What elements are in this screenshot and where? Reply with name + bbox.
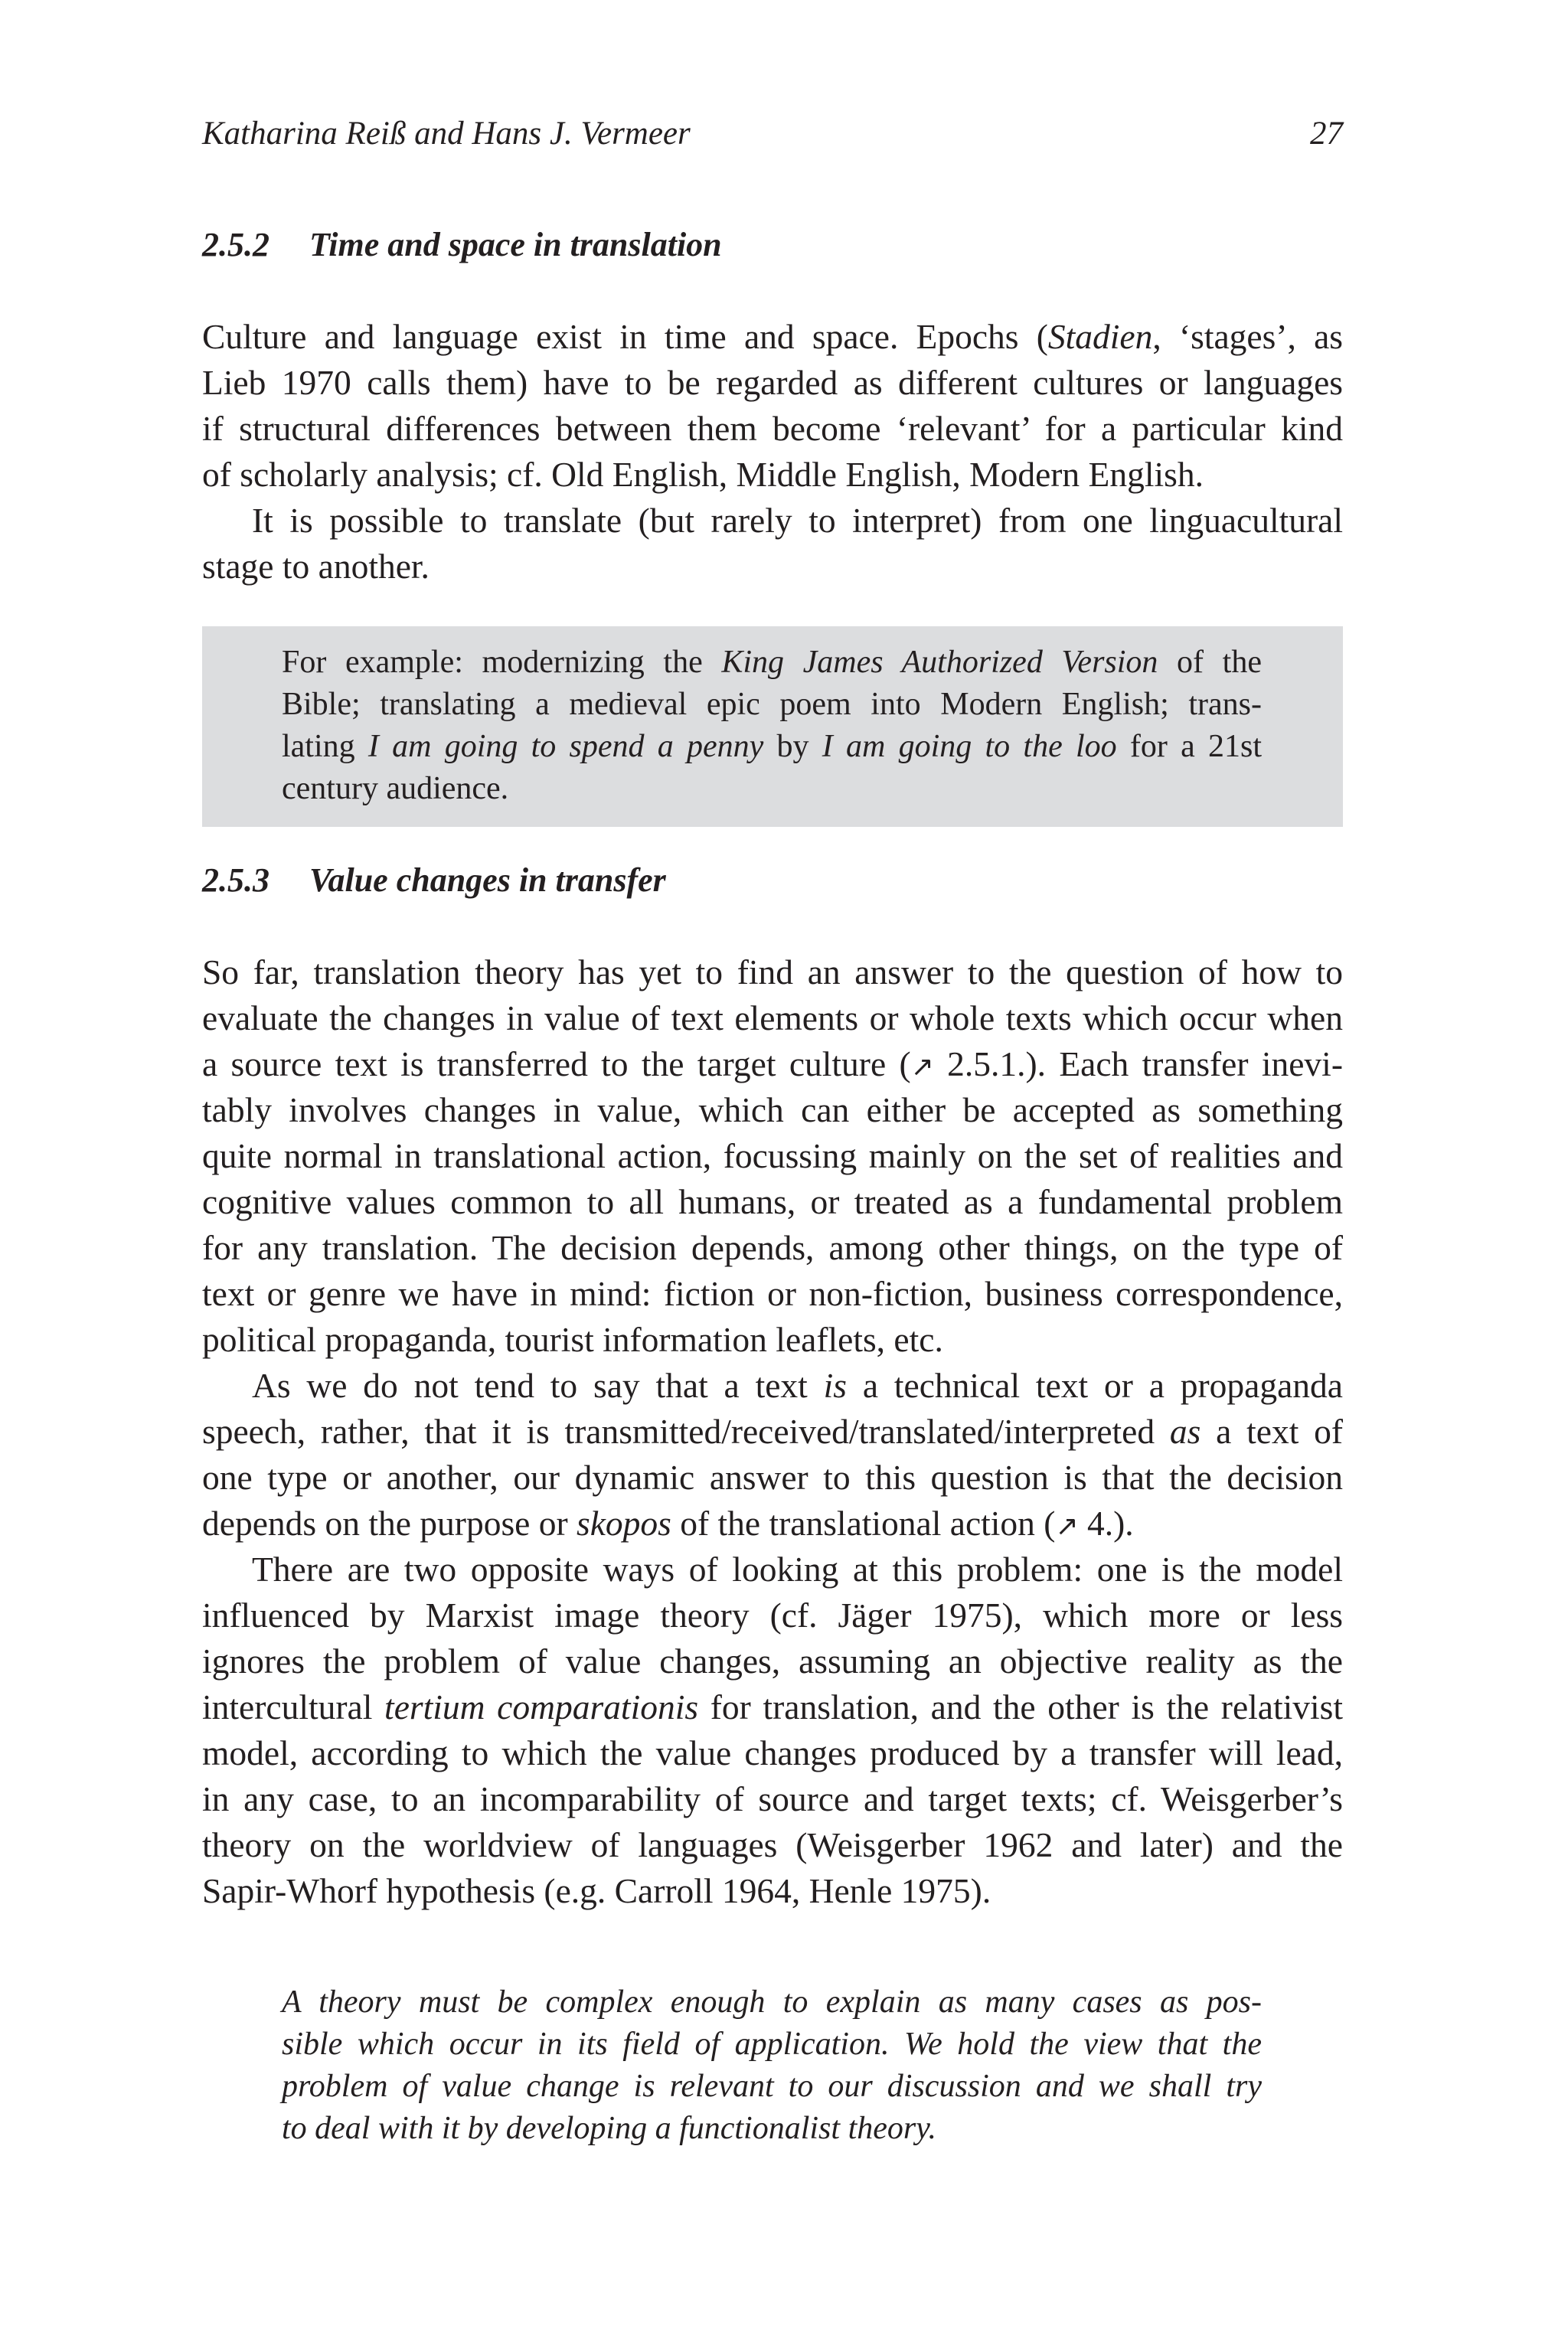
text-line: Culture and language exist in time and space. Epochs (Stadien, ‘stages’, as <box>202 317 1343 356</box>
text-line: Sapir-Whorf hypothesis (e.g. Carroll 1964, Henle 1975). <box>202 1871 991 1910</box>
text-line: to deal with it by developing a functionalist theory. <box>282 2111 937 2146</box>
text-line: one type or another, our dynamic answer to this question is that the decision <box>202 1458 1343 1497</box>
text-line: a source text is transferred to the target culture (↗ 2.5.1.). Each transfer inevi- <box>202 1041 1343 1087</box>
section-number: 2.5.3 <box>202 861 270 899</box>
block-quote <box>282 1981 1262 2150</box>
text-line: model, according to which the value changes produced by a transfer will lead, <box>202 1733 1343 1772</box>
text-line: lating I am going to spend a penny by I am going to the loo for a 21st <box>282 729 1263 764</box>
paragraph <box>202 949 1343 1914</box>
text-line: So far, translation theory has yet to find an answer to the question of how to <box>202 952 1343 991</box>
text-line: Lieb 1970 calls them) have to be regarded as different cultures or languages <box>202 363 1343 402</box>
book-page <box>202 0 1343 2352</box>
cross-reference-arrow-icon: ↗ <box>910 1051 934 1083</box>
text-line: political propaganda, tourist information leaflets, etc. <box>202 1320 943 1359</box>
text-line: quite normal in translational action, focussing mainly on the set of realities and <box>202 1136 1343 1175</box>
text-line: text or genre we have in mind: fiction or non-fiction, business correspondence, <box>202 1274 1343 1313</box>
text-line: speech, rather, that it is transmitted/received/translated/interpreted as a text of <box>202 1412 1343 1451</box>
text-line: theory on the worldview of languages (Weisgerber 1962 and later) and the <box>202 1825 1343 1864</box>
section-title: Value changes in transfer <box>309 861 666 899</box>
text-line: problem of value change is relevant to our discussion and we shall try <box>282 2069 1262 2104</box>
text-line: depends on the purpose or skopos of the translational action (↗ 4.). <box>202 1501 1343 1547</box>
text-line: for any translation. The decision depends, among other things, on the type of <box>202 1228 1343 1267</box>
text-line: It is possible to translate (but rarely to interpret) from one linguacultural <box>252 501 1343 540</box>
section-heading-2-5-3 <box>202 858 1343 903</box>
text-line: tably involves changes in value, which can either be accepted as something <box>202 1090 1343 1129</box>
running-head-authors: Katharina Reiß and Hans J. Vermeer <box>202 116 691 152</box>
example-box <box>202 626 1343 827</box>
text-line: ignores the problem of value changes, assuming an objective reality as the <box>202 1642 1343 1681</box>
text-line: century audience. <box>282 771 509 806</box>
page-number: 27 <box>1310 116 1343 152</box>
text-line: sible which occur in its field of application. We hold the view that the <box>282 2027 1262 2062</box>
text-line: For example: modernizing the King James Authorized Version of the <box>282 645 1262 680</box>
text-line: influenced by Marxist image theory (cf. Jäger 1975), which more or less <box>202 1596 1343 1635</box>
text-line: There are two opposite ways of looking at this problem: one is the model <box>252 1550 1343 1589</box>
section-heading-2-5-2 <box>202 222 1343 268</box>
section-number: 2.5.2 <box>202 226 270 263</box>
text-line: if structural differences between them become ‘relevant’ for a particular kind <box>202 409 1343 448</box>
text-line: As we do not tend to say that a text is a technical text or a propaganda <box>252 1366 1343 1405</box>
text-line: cognitive values common to all humans, or treated as a fundamental problem <box>202 1182 1343 1221</box>
text-line: evaluate the changes in value of text elements or whole texts which occur when <box>202 998 1343 1037</box>
text-line: stage to another. <box>202 547 430 586</box>
text-line: in any case, to an incomparability of source and target texts; cf. Weisgerber’s <box>202 1779 1343 1818</box>
running-head <box>202 111 1343 157</box>
section-title: Time and space in translation <box>309 226 722 263</box>
paragraph <box>202 314 1343 590</box>
text-line: Bible; translating a medieval epic poem into Modern English; trans- <box>282 687 1262 722</box>
cross-reference-arrow-icon: ↗ <box>1055 1511 1079 1542</box>
text-line: A theory must be complex enough to explain as many cases as pos- <box>282 1984 1262 2020</box>
text-line: of scholarly analysis; cf. Old English, Middle English, Modern English. <box>202 455 1204 494</box>
text-line: intercultural tertium comparationis for translation, and the other is the relativist <box>202 1687 1344 1726</box>
